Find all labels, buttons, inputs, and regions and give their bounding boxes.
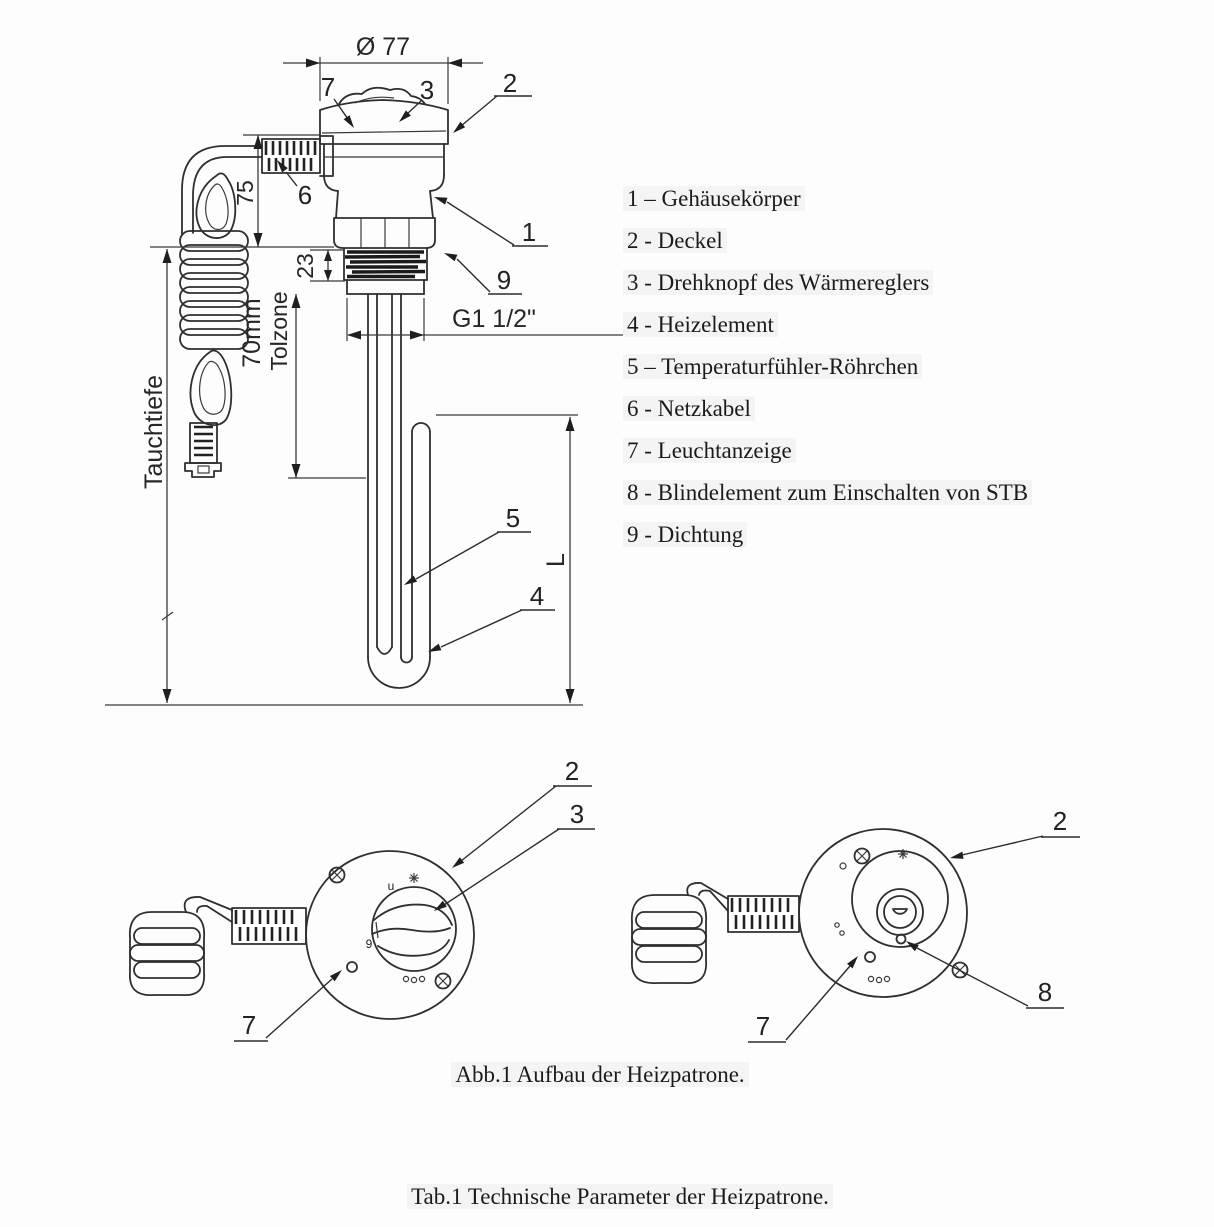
dial-dots-icon: [868, 976, 889, 982]
legend-item-2: 2 - Deckel: [623, 220, 1032, 262]
recess-circle: [852, 851, 948, 947]
svg-text:3: 3: [419, 75, 435, 105]
legend-item-5: 5 – Temperaturfühler-Röhrchen: [623, 346, 1032, 388]
dim-immersion-label: Tauchtiefe: [140, 375, 168, 489]
svg-text:7: 7: [755, 1011, 771, 1041]
element-leg-cap: [412, 423, 430, 432]
svg-text:7: 7: [241, 1010, 257, 1040]
cover-outline: [306, 851, 474, 1019]
cable-gland-view: [232, 908, 306, 944]
callout-7-main: [321, 72, 354, 128]
indicator-light-icon: [347, 962, 357, 972]
bottom-view-blind-element: [632, 806, 1080, 1042]
bottom-view-with-knob: [130, 756, 595, 1041]
cord-loop-top: [197, 173, 236, 238]
dim-23: [292, 250, 345, 281]
cable-gland-view: [728, 896, 799, 932]
cable-gland: [262, 136, 333, 176]
cord-plug: [185, 423, 221, 477]
dial-mark-dot: [840, 863, 846, 869]
table-caption: Tab.1 Technische Parameter der Heizpatrone.: [390, 1184, 850, 1210]
legend-item-8: 8 - Blindelement zum Einschalten von STB: [623, 472, 1032, 514]
dial-mark-dot: [840, 931, 844, 935]
legend-item-3: 3 - Drehknopf des Wärmereglers: [623, 262, 1032, 304]
svg-text:2: 2: [502, 68, 518, 98]
svg-text:4: 4: [529, 581, 545, 611]
figure-caption: Abb.1 Aufbau der Heizpatrone.: [390, 1062, 810, 1088]
dim-thread-label: G1 1/2": [452, 305, 536, 333]
heating-element-tube: [368, 294, 430, 688]
legend-item-7: 7 - Leuchtanzeige: [623, 430, 1032, 472]
callout-1-main: [434, 197, 548, 247]
screw-icon: [855, 849, 870, 864]
sensor-tube-tip: [377, 647, 392, 654]
dial-mark-dot: [835, 923, 839, 927]
thermostat-knob: [372, 887, 456, 971]
dim-75-label: 75: [232, 180, 258, 206]
indicator-light-icon: [865, 952, 875, 962]
callout-7-right-view: [748, 956, 858, 1042]
dim-immersion-depth: [140, 249, 173, 703]
callout-9-main: [444, 253, 522, 295]
callout-7-left-view: [234, 970, 342, 1041]
svg-text:7: 7: [320, 72, 336, 102]
svg-text:8: 8: [1037, 977, 1053, 1007]
legend-item-9: 9 - Dichtung: [623, 514, 1032, 556]
blind-element-inner: [884, 896, 916, 928]
dial-mark-top: u: [387, 879, 395, 893]
svg-text:2: 2: [1052, 806, 1068, 836]
dial-reset-mark-icon: [409, 873, 419, 883]
plug-side-view: [632, 883, 728, 983]
dim-23-label: 23: [292, 253, 318, 279]
housing-head: [320, 88, 448, 294]
dim-deadzone-label: Tolzone: [266, 291, 292, 371]
dial-reset-mark-icon: [898, 849, 908, 859]
callout-2-main: [453, 68, 532, 133]
dim-length-label: L: [542, 553, 570, 567]
legend-item-6: 6 - Netzkabel: [623, 388, 1032, 430]
d-shaped-hole: [893, 909, 907, 914]
svg-text:1: 1: [521, 217, 537, 247]
callout-2-right-view: [950, 806, 1080, 859]
callout-3-main: [399, 75, 434, 122]
dim-deadzone-value: 70mm: [238, 298, 266, 368]
svg-text:3: 3: [569, 799, 585, 829]
dim-diameter-77: [283, 33, 483, 104]
callout-8-right-view: [906, 941, 1064, 1008]
legend-item-1: 1 – Gehäusekörper: [623, 178, 1032, 220]
dial-mark-left: 9: [365, 937, 373, 951]
parts-legend: [623, 178, 1032, 556]
callout-5-main: [404, 503, 531, 585]
screw-icon: [436, 974, 451, 989]
svg-text:2: 2: [564, 756, 580, 786]
dial-dots-icon: [403, 976, 424, 982]
svg-text:9: 9: [496, 265, 512, 295]
plug-side-view: [130, 897, 232, 995]
svg-text:5: 5: [505, 503, 521, 533]
callout-6-main: [277, 160, 312, 210]
callout-4-main: [428, 581, 555, 652]
dim-diameter-label: Ø 77: [355, 33, 411, 61]
legend-item-4: 4 - Heizelement: [623, 304, 1032, 346]
dim-length-L: [436, 415, 578, 703]
callout-3-left-view: [434, 799, 595, 911]
svg-text:6: 6: [297, 180, 313, 210]
